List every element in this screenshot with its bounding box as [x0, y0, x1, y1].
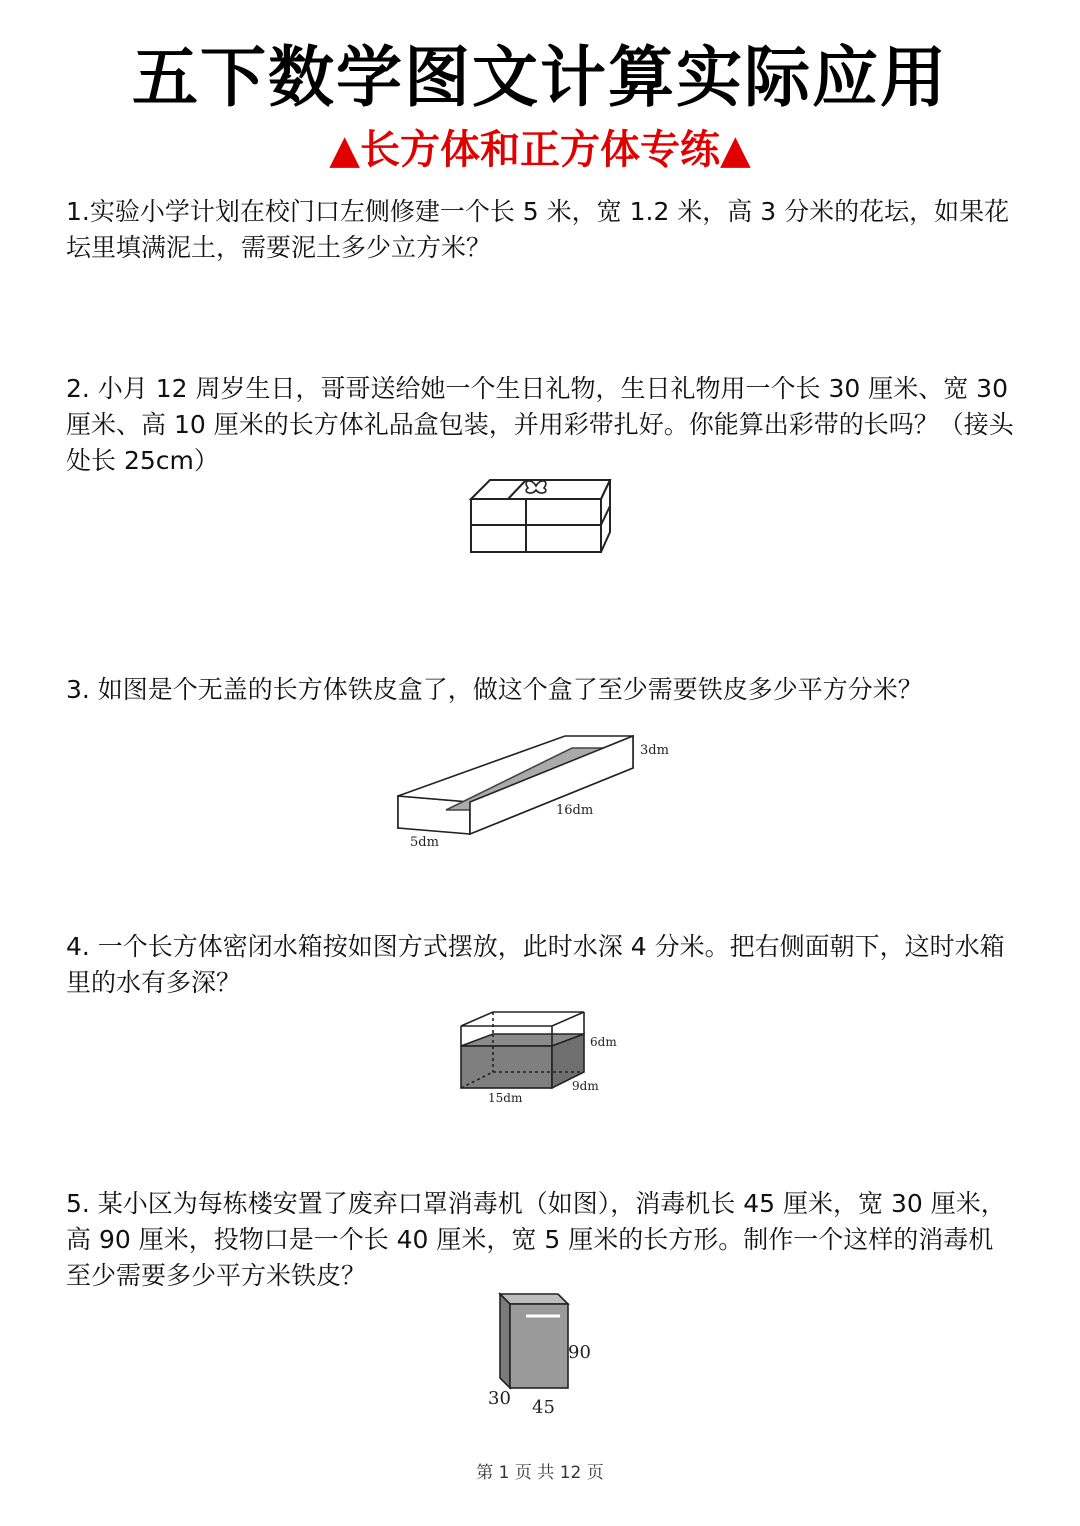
- page-title: 五下数学图文计算实际应用: [132, 39, 948, 116]
- water-tank-figure: [456, 1006, 626, 1112]
- svg-text:15dm: 15dm: [488, 1091, 523, 1105]
- svg-text:5dm: 5dm: [410, 835, 439, 850]
- bow-icon: [526, 481, 546, 493]
- open-box-figure: [390, 726, 690, 856]
- question-2: 2. 小月 12 周岁生日，哥哥送给她一个生日礼物，生日礼物用一个长 30 厘米、宽 30 厘米、高 10 厘米的长方体礼品盒包装，并用彩带扎好。你能算出彩带的长吗？（接头处长 25cm）: [66, 374, 1016, 475]
- svg-text:9dm: 9dm: [572, 1079, 599, 1093]
- disinfection-machine-figure: [480, 1292, 610, 1422]
- question-4: 4. 一个长方体密闭水箱按如图方式摆放，此时水深 4 分米。把右侧面朝下，这时水箱里的水有多深？: [66, 932, 1005, 997]
- question-5: 5. 某小区为每栋楼安置了废弃口罩消毒机（如图），消毒机长 45 厘米，宽 30 厘米，高 90 厘米，投物口是一个长 40 厘米，宽 5 厘米的长方形。制作一个这样的消毒机至少需要多少平方米铁皮？: [66, 1189, 1006, 1290]
- page-footer: 第 1 页 共 12 页: [476, 1463, 604, 1483]
- svg-text:3dm: 3dm: [640, 743, 669, 758]
- svg-text:30: 30: [488, 1388, 511, 1409]
- question-1: 1.实验小学计划在校门口左侧修建一个长 5 米，宽 1.2 米，高 3 分米的花坛，如果花坛里填满泥土，需要泥土多少立方米？: [66, 197, 1010, 262]
- svg-text:16dm: 16dm: [556, 803, 594, 818]
- page-subtitle: ▲长方体和正方体专练▲: [329, 127, 751, 173]
- question-3: 3. 如图是个无盖的长方体铁皮盒了，做这个盒了至少需要铁皮多少平方分米？: [66, 675, 923, 704]
- svg-text:90: 90: [568, 1342, 591, 1363]
- svg-text:6dm: 6dm: [590, 1035, 617, 1049]
- svg-text:45: 45: [532, 1397, 555, 1418]
- gift-box-figure: [466, 474, 616, 558]
